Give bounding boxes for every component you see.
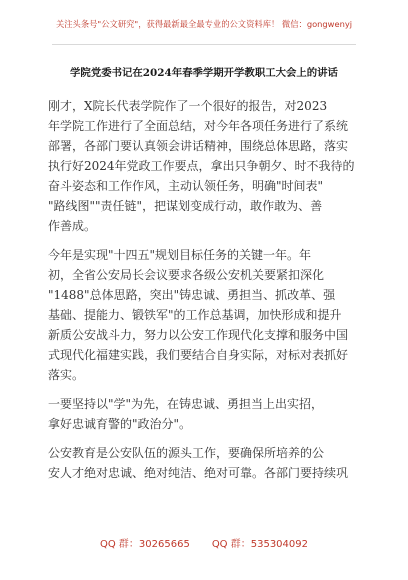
paragraph — [48, 394, 360, 434]
text-line: 初，全省公安局长会议要求各级公安机关要紧扣深化 — [48, 268, 325, 282]
text-line: "路线图""责任链"，把谋划变成行动，敢作敢为、善 — [48, 199, 323, 213]
qq-group-right: QQ 群：535304092 — [211, 539, 308, 550]
header-divider — [52, 44, 356, 45]
text-line: 式现代化福建实践，我们要结合自身实际，对标对表抓好 — [48, 348, 349, 362]
text-line: 刚才，X院长代表学院作了一个很好的报告，对2023 — [48, 99, 328, 113]
qq-group-left: QQ 群：30265665 — [99, 539, 190, 550]
document-title: 学院党委书记在2024年春季学期开学教职工大会上的讲话 — [70, 67, 338, 79]
text-line: 落实。 — [48, 368, 85, 382]
header-banner: 关注头条号"公文研究"，获得最新最全最专业的公文资料库！ 微信：gongwenyj — [55, 19, 353, 29]
text-line: 拿好忠诚育警的"政治分"。 — [48, 417, 192, 431]
text-line: 年学院工作进行了全面总结，对今年各项任务进行了系统 — [48, 119, 349, 133]
text-line: "1488"总体思路，突出"铸忠诚、勇担当、抓改革、强 — [48, 288, 336, 302]
text-line: 部署，各部门要认真领会讲话精神，围绕总体思路，落实 — [48, 139, 349, 153]
text-line: 今年是实现"十四五"规划目标任务的关键一年。年 — [48, 248, 312, 262]
text-line: 作善成。 — [48, 219, 97, 233]
text-line: 执行好2024年党政工作要点，拿出只争朝夕、时不我待的 — [48, 159, 355, 173]
text-line: 新质公安战斗力，努力以公安工作现代化支撑和服务中国 — [48, 328, 349, 342]
text-line: 奋斗姿态和工作作风，主动认领任务，明确"时间表" — [48, 179, 324, 193]
text-line: 基础、提能力、锻铁军"的工作总基调，加快形成和提升 — [48, 308, 342, 322]
text-line: 一要坚持以"学"为先，在铸忠诚、勇担当上出实招， — [48, 397, 324, 411]
paragraph — [48, 96, 360, 236]
footer-contacts — [0, 536, 408, 554]
text-line: 公安教育是公安队伍的源头工作，要确保所培养的公 — [48, 446, 325, 460]
paragraph — [48, 443, 360, 483]
paragraph — [48, 245, 360, 385]
document-body — [48, 96, 360, 536]
text-line: 安人才绝对忠诚、绝对纯洁、绝对可靠。各部门要持续巩 — [48, 466, 349, 480]
